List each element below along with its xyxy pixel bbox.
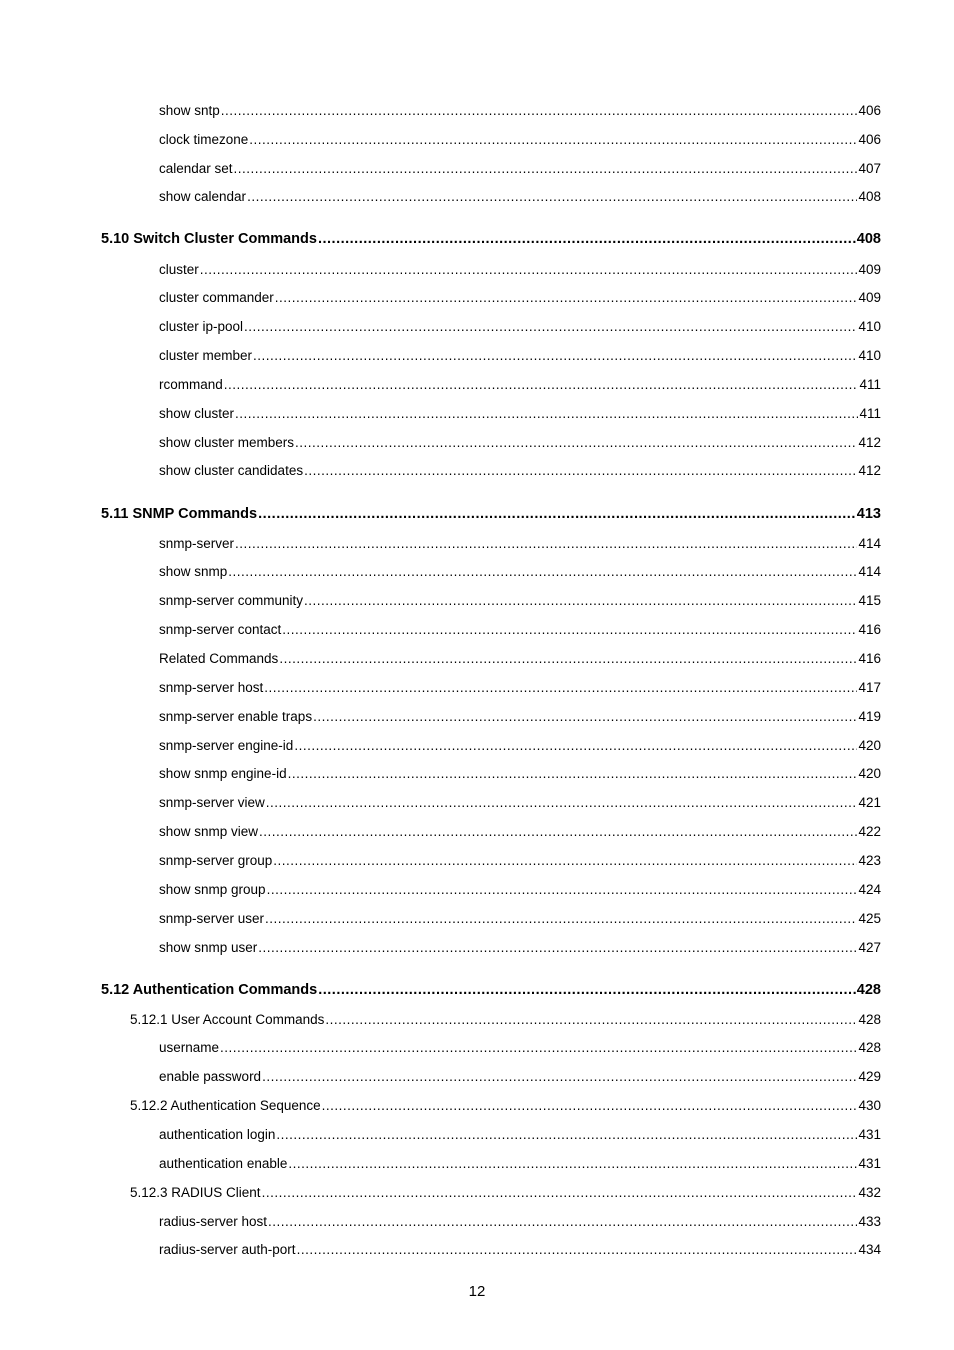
toc-entry[interactable] (0, 1127, 954, 1142)
toc-entry[interactable] (0, 536, 954, 551)
toc-entry-page: 411 (859, 406, 881, 421)
toc-entry[interactable] (0, 406, 954, 421)
toc-entry-label: snmp-server community (159, 593, 304, 608)
toc-entry[interactable] (0, 1242, 954, 1257)
dot-leader (200, 262, 858, 277)
toc-entry-page: 431 (858, 1156, 881, 1171)
toc-entry-page: 434 (858, 1242, 881, 1257)
dot-leader (279, 651, 857, 666)
toc-entry-page: 407 (858, 161, 881, 176)
toc-entry[interactable] (0, 622, 954, 637)
toc-entry-page: 414 (858, 564, 881, 579)
toc-entry[interactable] (0, 262, 954, 277)
toc-entry[interactable] (0, 738, 954, 753)
toc-entry[interactable] (0, 319, 954, 334)
toc-entry[interactable] (0, 709, 954, 724)
toc-entry[interactable] (0, 435, 954, 450)
toc-entry-label: snmp-server (159, 536, 235, 551)
dot-leader (224, 377, 859, 392)
toc-entry-page: 420 (858, 738, 881, 753)
dot-leader (304, 463, 857, 478)
toc-entry-label: calendar set (159, 161, 233, 176)
toc-section-heading[interactable] (0, 231, 954, 247)
toc-entry-label: snmp-server view (159, 795, 265, 810)
dot-leader (295, 435, 857, 450)
toc-subsection-label: 5.12.3 RADIUS Client (130, 1185, 261, 1200)
toc-entry-label: username (159, 1040, 220, 1055)
dot-leader (273, 853, 857, 868)
toc-entry-label: show cluster candidates (159, 463, 304, 478)
dot-leader (249, 132, 857, 147)
toc-entry-page: 415 (858, 593, 881, 608)
dot-leader (276, 1127, 857, 1142)
toc-entry[interactable] (0, 911, 954, 926)
toc-entry-page: 422 (858, 824, 881, 839)
toc-section-heading[interactable] (0, 506, 954, 522)
toc-entry-label: radius-server host (159, 1214, 268, 1229)
toc-entry-label: show snmp (159, 564, 228, 579)
toc-entry[interactable] (0, 651, 954, 666)
toc-entry-page: 433 (858, 1214, 881, 1229)
toc-subsection[interactable] (0, 1185, 954, 1200)
toc-entry-page: 428 (858, 1040, 881, 1055)
toc-entry-label: show cluster members (159, 435, 295, 450)
dot-leader (258, 940, 857, 955)
toc-entry-label: show sntp (159, 103, 220, 118)
toc-entry[interactable] (0, 1214, 954, 1229)
toc-entry-label: radius-server auth-port (159, 1242, 296, 1257)
dot-leader (262, 1185, 858, 1200)
dot-leader (313, 709, 857, 724)
toc-entry-label: enable password (159, 1069, 262, 1084)
toc-entry-label: show snmp engine-id (159, 766, 287, 781)
toc-entry[interactable] (0, 463, 954, 478)
toc-entry-page: 416 (858, 622, 881, 637)
toc-subsection-page: 428 (858, 1012, 881, 1027)
toc-entry-label: cluster commander (159, 290, 274, 305)
toc-entry-page: 427 (858, 940, 881, 955)
dot-leader (288, 766, 858, 781)
toc-entry-label: snmp-server enable traps (159, 709, 313, 724)
toc-entry-label: snmp-server engine-id (159, 738, 294, 753)
toc-entry-page: 424 (858, 882, 881, 897)
dot-leader (275, 290, 858, 305)
dot-leader (221, 103, 858, 118)
dot-leader (253, 348, 857, 363)
toc-entry[interactable] (0, 189, 954, 204)
toc-entry[interactable] (0, 348, 954, 363)
toc-entry-page: 406 (858, 103, 881, 118)
dot-leader (265, 911, 857, 926)
toc-entry[interactable] (0, 103, 954, 118)
toc-entry[interactable] (0, 853, 954, 868)
dot-leader (322, 1098, 858, 1113)
toc-entry-label: show snmp group (159, 882, 266, 897)
toc-entry[interactable] (0, 940, 954, 955)
toc-section-label: 5.11 SNMP Commands (101, 506, 258, 522)
toc-entry-page: 421 (858, 795, 881, 810)
dot-leader (288, 1156, 857, 1171)
toc-entry-page: 425 (858, 911, 881, 926)
dot-leader (244, 319, 857, 334)
dot-leader (325, 1012, 857, 1027)
toc-entry[interactable] (0, 132, 954, 147)
toc-entry-label: Related Commands (159, 651, 279, 666)
dot-leader (304, 593, 857, 608)
toc-entry[interactable] (0, 795, 954, 810)
toc-entry[interactable] (0, 882, 954, 897)
toc-entry-label: show snmp view (159, 824, 259, 839)
dot-leader (318, 982, 856, 998)
toc-entry-label: snmp-server group (159, 853, 273, 868)
dot-leader (264, 680, 857, 695)
toc-subsection[interactable] (0, 1098, 954, 1113)
toc-entry-page: 419 (858, 709, 881, 724)
toc-entry-page: 408 (858, 189, 881, 204)
toc-entry[interactable] (0, 1069, 954, 1084)
toc-entry-page: 412 (858, 463, 881, 478)
toc-entry-page: 423 (858, 853, 881, 868)
toc-entry[interactable] (0, 824, 954, 839)
toc-entry-label: cluster member (159, 348, 253, 363)
toc-section-page: 408 (856, 231, 881, 247)
dot-leader (266, 795, 858, 810)
dot-leader (318, 231, 856, 247)
toc-entry-label: authentication enable (159, 1156, 288, 1171)
page-number: 12 (468, 1283, 486, 1300)
dot-leader (258, 506, 856, 522)
toc-entry-label: cluster ip-pool (159, 319, 244, 334)
toc-entry-label: authentication login (159, 1127, 276, 1142)
toc-entry[interactable] (0, 680, 954, 695)
toc-entry-page: 417 (858, 680, 881, 695)
toc-entry-page: 410 (858, 319, 881, 334)
toc-entry-page: 406 (858, 132, 881, 147)
toc-subsection-label: 5.12.1 User Account Commands (130, 1012, 325, 1027)
toc-entry-label: show snmp user (159, 940, 258, 955)
toc-entry[interactable] (0, 564, 954, 579)
toc-entry-page: 409 (858, 262, 881, 277)
dot-leader (235, 406, 858, 421)
toc-entry[interactable] (0, 593, 954, 608)
toc-entry-label: show calendar (159, 189, 247, 204)
dot-leader (228, 564, 857, 579)
toc-entry[interactable] (0, 1040, 954, 1055)
toc-section-page: 413 (856, 506, 881, 522)
toc-entry[interactable] (0, 377, 954, 392)
dot-leader (267, 882, 858, 897)
toc-section-label: 5.10 Switch Cluster Commands (101, 231, 317, 247)
dot-leader (247, 189, 857, 204)
dot-leader (259, 824, 857, 839)
toc-entry-label: show cluster (159, 406, 235, 421)
toc-entry-page: 414 (858, 536, 881, 551)
toc-entry-page: 431 (858, 1127, 881, 1142)
toc-entry[interactable] (0, 766, 954, 781)
toc-entry-page: 409 (858, 290, 881, 305)
toc-entry-label: clock timezone (159, 132, 249, 147)
dot-leader (235, 536, 857, 551)
toc-section-label: 5.12 Authentication Commands (101, 982, 318, 998)
dot-leader (297, 1242, 858, 1257)
toc-entry[interactable] (0, 290, 954, 305)
dot-leader (220, 1040, 857, 1055)
toc-entry-page: 420 (858, 766, 881, 781)
toc-entry-label: snmp-server host (159, 680, 264, 695)
toc-subsection-page: 432 (858, 1185, 881, 1200)
toc-subsection[interactable] (0, 1012, 954, 1027)
toc-entry-label: snmp-server contact (159, 622, 282, 637)
toc-entry-label: rcommand (159, 377, 223, 392)
toc-entry-label: snmp-server user (159, 911, 265, 926)
toc-entry-page: 429 (858, 1069, 881, 1084)
dot-leader (234, 161, 858, 176)
toc-entry-label: cluster (159, 262, 199, 277)
dot-leader (268, 1214, 857, 1229)
dot-leader (282, 622, 857, 637)
toc-entry[interactable] (0, 161, 954, 176)
toc-subsection-page: 430 (858, 1098, 881, 1113)
toc-entry-page: 412 (858, 435, 881, 450)
toc-entry[interactable] (0, 1156, 954, 1171)
toc-entry-page: 410 (858, 348, 881, 363)
toc-entry-page: 416 (858, 651, 881, 666)
dot-leader (294, 738, 857, 753)
toc-section-page: 428 (856, 982, 881, 998)
toc-subsection-label: 5.12.2 Authentication Sequence (130, 1098, 321, 1113)
toc-section-heading[interactable] (0, 982, 954, 998)
dot-leader (262, 1069, 857, 1084)
toc-entry-page: 411 (859, 377, 881, 392)
